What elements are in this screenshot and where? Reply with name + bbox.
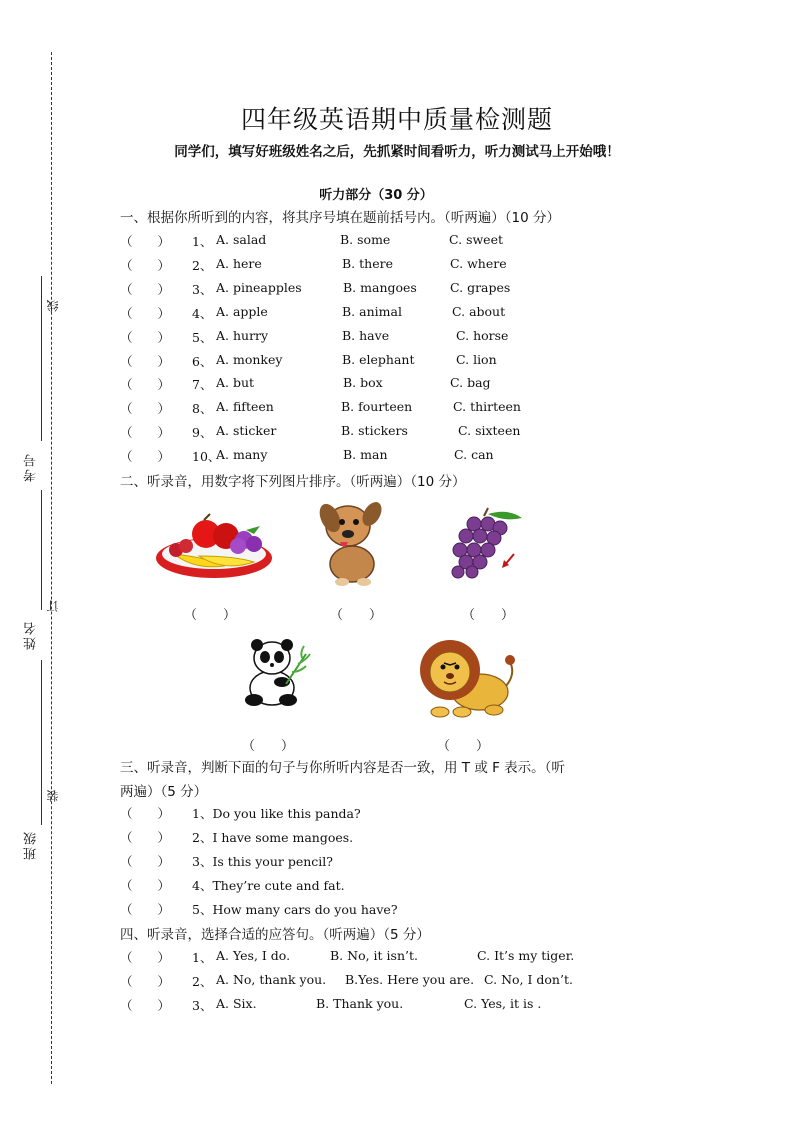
- statement-text: 5、How many cars do you have?: [192, 902, 398, 917]
- option-c: C. sixteen: [458, 423, 521, 439]
- question-number: 2、: [192, 974, 213, 989]
- answer-paren: （ ）: [120, 830, 171, 845]
- section1-heading: 一、根据你所听到的内容，将其序号填在题前括号内。（听两遍）（10 分）: [120, 210, 560, 226]
- answer-paren: （ ）: [120, 902, 171, 917]
- answer-paren: （ ）: [120, 998, 171, 1013]
- question-row: [0, 232, 794, 250]
- question-row: [0, 399, 794, 417]
- grapes-caption: （ ）: [462, 608, 515, 623]
- option-c: C. lion: [456, 351, 497, 367]
- option-a: A. pineapples: [216, 279, 302, 295]
- question-row: [0, 996, 794, 1014]
- answer-paren: （ ）: [120, 305, 171, 321]
- dog-caption: （ ）: [330, 608, 383, 623]
- question-row: [0, 972, 794, 990]
- panda-caption: （ ）: [242, 739, 295, 754]
- question-number: 10、: [192, 449, 221, 465]
- fruit-plate-image: [154, 510, 274, 582]
- answer-paren: （ ）: [120, 950, 171, 965]
- class-label: 班级: [24, 830, 39, 860]
- option-c: C. It’s my tiger.: [477, 948, 575, 963]
- option-b: B.Yes. Here you are.: [345, 972, 475, 987]
- option-b: B. stickers: [341, 423, 408, 439]
- option-c: C. can: [454, 447, 494, 463]
- section4-heading: 四、听录音，选择合适的应答句。（听两遍）（5 分）: [120, 927, 430, 943]
- answer-paren: （ ）: [120, 353, 171, 369]
- option-b: B. there: [342, 255, 393, 271]
- page-title: 四年级英语期中质量检测题: [240, 105, 553, 134]
- dog-image: [318, 496, 384, 588]
- ding-label: 订: [46, 598, 60, 612]
- option-a: A. sticker: [216, 423, 277, 439]
- answer-paren: （ ）: [120, 401, 171, 417]
- question-number: 2、: [192, 257, 213, 273]
- statement-row: [0, 900, 794, 918]
- question-row: [0, 328, 794, 346]
- exam-no-label: 考号: [24, 452, 39, 482]
- question-row: [0, 948, 794, 966]
- answer-paren: （ ）: [120, 329, 171, 345]
- statement-text: 1、Do you like this panda?: [192, 806, 361, 821]
- option-b: B. some: [340, 232, 391, 247]
- question-row: [0, 447, 794, 465]
- question-row: [0, 280, 794, 298]
- question-number: 3、: [192, 281, 213, 297]
- question-number: 7、: [192, 377, 213, 393]
- question-row: [0, 375, 794, 393]
- xian-label: 线: [46, 298, 60, 312]
- question-number: 4、: [192, 305, 213, 321]
- option-a: A. hurry: [216, 327, 269, 343]
- answer-paren: （ ）: [120, 854, 171, 869]
- option-a: A. monkey: [216, 351, 283, 367]
- option-a: A. many: [216, 447, 268, 463]
- question-number: 8、: [192, 401, 213, 417]
- section2-heading: 二、听录音，用数字将下列图片排序。（听两遍）（10 分）: [120, 474, 466, 490]
- answer-paren: （ ）: [120, 281, 171, 297]
- statement-row: [0, 852, 794, 870]
- section3-heading-cont: 两遍）（5 分）: [120, 784, 208, 800]
- option-b: B. Thank you.: [316, 996, 404, 1011]
- answer-paren: （ ）: [120, 878, 171, 893]
- question-number: 6、: [192, 353, 213, 369]
- option-a: A. No, thank you.: [216, 972, 327, 987]
- lion-caption: （ ）: [437, 739, 490, 754]
- option-a: A. salad: [216, 232, 267, 247]
- section3-heading: 三、听录音，判断下面的句子与你所听内容是否一致，用 T 或 F 表示。（听: [120, 760, 565, 776]
- grapes-image: [444, 506, 526, 582]
- question-number: 1、: [192, 950, 213, 965]
- option-c: C. where: [450, 255, 507, 271]
- option-c: C. sweet: [449, 232, 503, 247]
- statement-text: 4、They’re cute and fat.: [192, 878, 345, 893]
- option-c: C. grapes: [450, 279, 511, 295]
- question-row: [0, 304, 794, 322]
- answer-paren: （ ）: [120, 806, 171, 821]
- option-b: B. animal: [342, 303, 402, 319]
- option-c: C. about: [452, 303, 506, 319]
- name-line-lower: [41, 660, 42, 780]
- name-label: 姓名: [24, 620, 39, 650]
- statement-text: 2、I have some mangoes.: [192, 830, 354, 845]
- statement-text: 3、Is this your pencil?: [192, 854, 333, 869]
- option-a: A. fifteen: [216, 399, 274, 415]
- option-a: A. Six.: [216, 996, 257, 1011]
- statement-row: [0, 876, 794, 894]
- answer-paren: （ ）: [120, 257, 171, 273]
- option-b: B. man: [343, 447, 388, 463]
- option-a: A. apple: [216, 303, 268, 319]
- answer-paren: （ ）: [120, 449, 171, 465]
- answer-paren: （ ）: [120, 425, 171, 441]
- option-b: B. mangoes: [343, 279, 417, 295]
- option-b: B. fourteen: [341, 399, 413, 415]
- option-b: B. have: [342, 327, 390, 343]
- answer-paren: （ ）: [120, 234, 171, 249]
- option-b: B. elephant: [342, 351, 415, 367]
- panda-image: [242, 636, 312, 708]
- option-b: B. box: [343, 375, 383, 391]
- question-row: [0, 423, 794, 441]
- zhuang-label: 装: [46, 788, 60, 802]
- lion-image: [418, 634, 518, 718]
- option-c: C. thirteen: [453, 399, 521, 415]
- statement-row: [0, 828, 794, 846]
- option-a: A. but: [216, 375, 255, 391]
- page-subtitle: 同学们，填写好班级姓名之后，先抓紧时间看听力，听力测试马上开始哦！: [174, 144, 620, 160]
- question-number: 3、: [192, 998, 213, 1013]
- question-row: [0, 352, 794, 370]
- question-number: 5、: [192, 329, 213, 345]
- name-line-upper: [41, 490, 42, 610]
- question-number: 1、: [192, 234, 213, 249]
- option-c: C. horse: [456, 327, 509, 343]
- fruit-caption: （ ）: [184, 608, 237, 623]
- question-row: [0, 256, 794, 274]
- binding-dashed-line: [51, 52, 52, 1084]
- answer-paren: （ ）: [120, 974, 171, 989]
- option-a: A. here: [216, 255, 262, 271]
- option-a: A. Yes, I do.: [216, 948, 291, 963]
- option-b: B. No, it isn’t.: [330, 948, 418, 963]
- option-c: C. Yes, it is .: [464, 996, 542, 1011]
- question-number: 9、: [192, 425, 213, 441]
- answer-paren: （ ）: [120, 377, 171, 393]
- option-c: C. No, I don’t.: [484, 972, 573, 987]
- statement-row: [0, 804, 794, 822]
- listening-part-title: 听力部分（30 分）: [319, 188, 433, 203]
- option-c: C. bag: [450, 375, 491, 391]
